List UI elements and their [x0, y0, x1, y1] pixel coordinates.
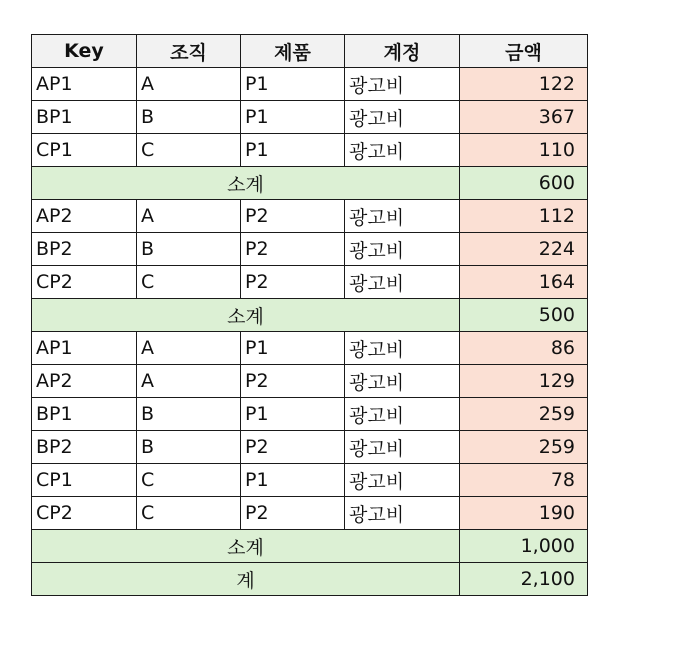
cell-org[interactable]: B [137, 101, 241, 134]
cell-org[interactable]: A [137, 332, 241, 365]
cell-org[interactable]: B [137, 398, 241, 431]
subtotal-row [32, 299, 588, 332]
cell-amount[interactable]: 110 [460, 134, 588, 167]
subtotal-row [32, 167, 588, 200]
cell-product[interactable]: P1 [241, 398, 345, 431]
subtotal-label[interactable]: 소계 [32, 167, 460, 200]
table-row [32, 68, 588, 101]
cell-account[interactable]: 광고비 [345, 497, 460, 530]
cell-product[interactable]: P2 [241, 365, 345, 398]
table-row [32, 431, 588, 464]
cell-product[interactable]: P1 [241, 464, 345, 497]
subtotal-label[interactable]: 소계 [32, 299, 460, 332]
cell-account[interactable]: 광고비 [345, 431, 460, 464]
table-row [32, 464, 588, 497]
cell-key[interactable]: BP2 [32, 431, 137, 464]
cell-key[interactable]: AP1 [32, 332, 137, 365]
header-key[interactable]: Key [32, 35, 137, 68]
cell-product[interactable]: P1 [241, 101, 345, 134]
cell-key[interactable]: BP1 [32, 101, 137, 134]
cell-account[interactable]: 광고비 [345, 134, 460, 167]
cell-key[interactable]: BP1 [32, 398, 137, 431]
cell-product[interactable]: P1 [241, 332, 345, 365]
table-row [32, 101, 588, 134]
table-row [32, 398, 588, 431]
table-row [32, 497, 588, 530]
cell-product[interactable]: P2 [241, 233, 345, 266]
cell-key[interactable]: CP1 [32, 464, 137, 497]
header-product[interactable]: 제품 [241, 35, 345, 68]
cell-key[interactable]: AP2 [32, 200, 137, 233]
cell-key[interactable]: BP2 [32, 233, 137, 266]
table-row [32, 233, 588, 266]
header-account[interactable]: 계정 [345, 35, 460, 68]
cell-amount[interactable]: 259 [460, 398, 588, 431]
cell-product[interactable]: P2 [241, 497, 345, 530]
cell-account[interactable]: 광고비 [345, 398, 460, 431]
cell-product[interactable]: P2 [241, 431, 345, 464]
total-row [32, 563, 588, 596]
table-row [32, 200, 588, 233]
cell-account[interactable]: 광고비 [345, 365, 460, 398]
cell-org[interactable]: A [137, 68, 241, 101]
table-row [32, 365, 588, 398]
cell-key[interactable]: AP2 [32, 365, 137, 398]
total-label[interactable]: 계 [32, 563, 460, 596]
cell-org[interactable]: B [137, 233, 241, 266]
cell-product[interactable]: P1 [241, 68, 345, 101]
cell-account[interactable]: 광고비 [345, 233, 460, 266]
header-amount[interactable]: 금액 [460, 35, 588, 68]
cell-org[interactable]: C [137, 464, 241, 497]
cell-account[interactable]: 광고비 [345, 68, 460, 101]
cell-product[interactable]: P2 [241, 200, 345, 233]
cell-account[interactable]: 광고비 [345, 332, 460, 365]
cell-amount[interactable]: 86 [460, 332, 588, 365]
cell-account[interactable]: 광고비 [345, 266, 460, 299]
header-row [32, 35, 588, 68]
subtotal-label[interactable]: 소계 [32, 530, 460, 563]
cell-org[interactable]: A [137, 200, 241, 233]
cell-account[interactable]: 광고비 [345, 200, 460, 233]
cell-amount[interactable]: 164 [460, 266, 588, 299]
header-org[interactable]: 조직 [137, 35, 241, 68]
cell-amount[interactable]: 190 [460, 497, 588, 530]
cell-product[interactable]: P2 [241, 266, 345, 299]
cell-key[interactable]: AP1 [32, 68, 137, 101]
subtotal-amount[interactable]: 1,000 [460, 530, 588, 563]
cell-amount[interactable]: 259 [460, 431, 588, 464]
cell-account[interactable]: 광고비 [345, 464, 460, 497]
cell-org[interactable]: A [137, 365, 241, 398]
cell-amount[interactable]: 78 [460, 464, 588, 497]
cell-key[interactable]: CP1 [32, 134, 137, 167]
cell-key[interactable]: CP2 [32, 266, 137, 299]
cell-amount[interactable]: 367 [460, 101, 588, 134]
table-row [32, 134, 588, 167]
cell-amount[interactable]: 129 [460, 365, 588, 398]
subtotal-row [32, 530, 588, 563]
total-amount[interactable]: 2,100 [460, 563, 588, 596]
cell-org[interactable]: B [137, 431, 241, 464]
subtotal-amount[interactable]: 600 [460, 167, 588, 200]
spreadsheet-table [31, 34, 588, 596]
cell-key[interactable]: CP2 [32, 497, 137, 530]
cell-amount[interactable]: 112 [460, 200, 588, 233]
table-row [32, 266, 588, 299]
cell-amount[interactable]: 224 [460, 233, 588, 266]
cell-account[interactable]: 광고비 [345, 101, 460, 134]
cell-org[interactable]: C [137, 134, 241, 167]
cell-amount[interactable]: 122 [460, 68, 588, 101]
cell-product[interactable]: P1 [241, 134, 345, 167]
subtotal-amount[interactable]: 500 [460, 299, 588, 332]
table-row [32, 332, 588, 365]
cell-org[interactable]: C [137, 266, 241, 299]
cell-org[interactable]: C [137, 497, 241, 530]
